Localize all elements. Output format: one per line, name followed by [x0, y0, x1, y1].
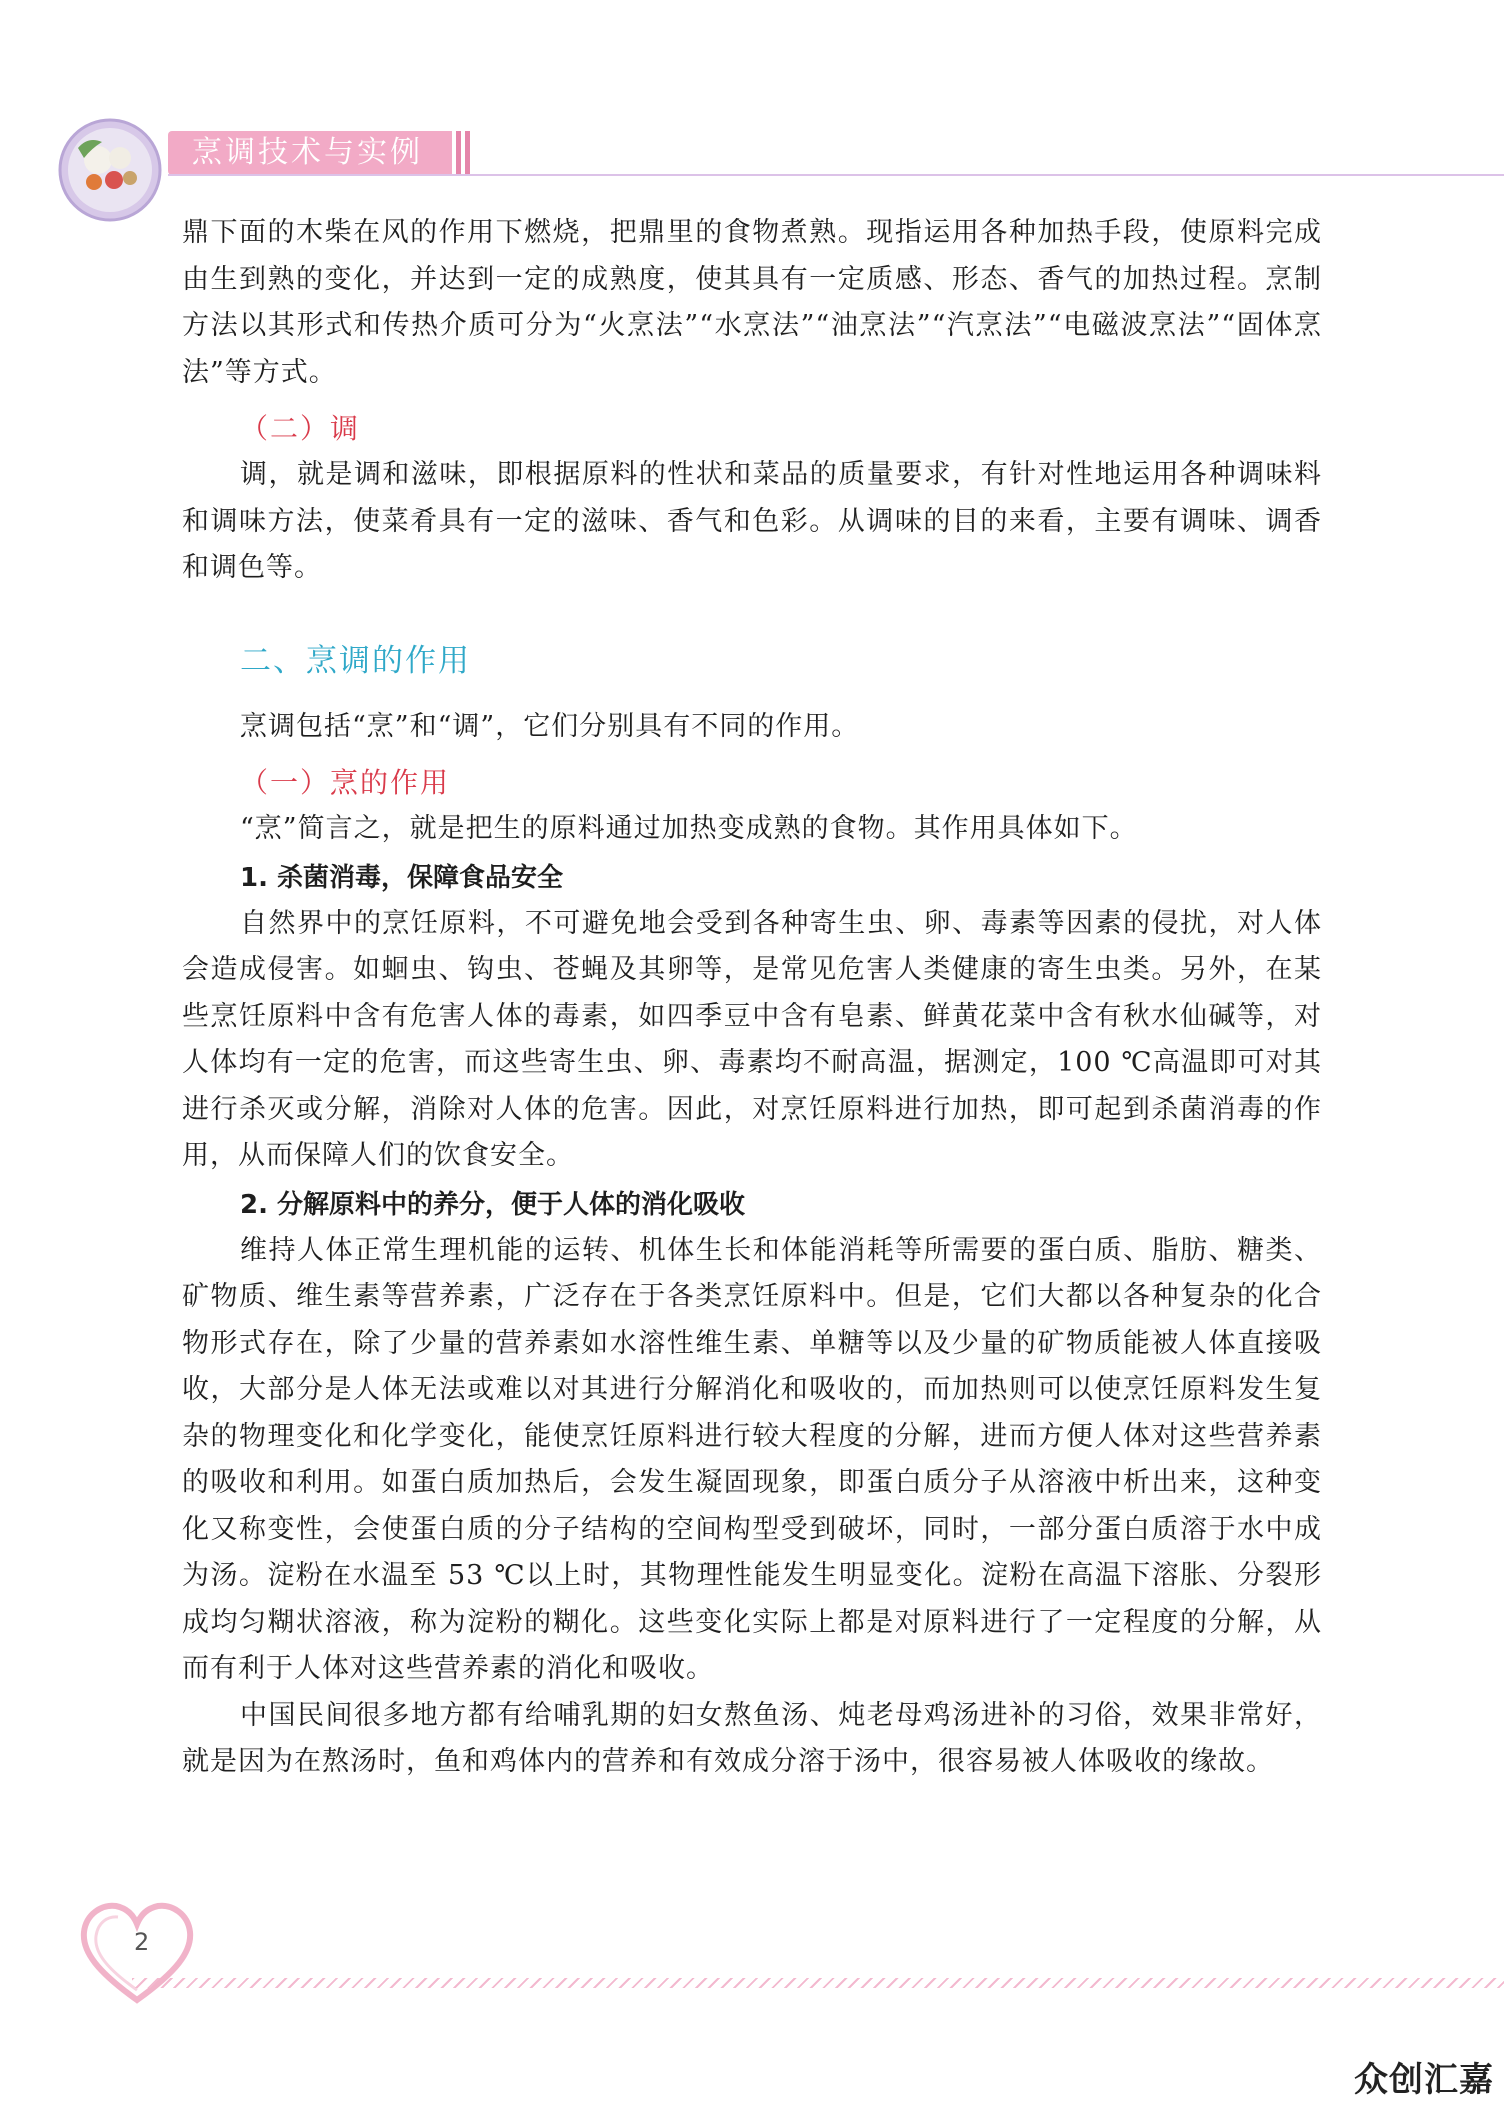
paragraph-cooking-definition: 鼎下面的木柴在风的作用下燃烧，把鼎里的食物煮熟。现指运用各种加热手段，使原料完成由生到熟的变化，并达到一定的成熟度，使其具有一定质感、形态、香气的加热过程。烹制方法以其形式和传热介质可分为“火烹法”“水烹法”“油烹法”“汽烹法”“电磁波烹法”“固体烹法”等方式。	[182, 217, 1322, 388]
item-2-heading: 2. 分解原料中的养分，便于人体的消化吸收	[240, 1189, 746, 1220]
subheading-tiao: （二）调	[240, 412, 361, 445]
page-number: 2	[134, 1928, 150, 1956]
item-2-example: 中国民间很多地方都有给哺乳期的妇女熬鱼汤、炖老母鸡汤进补的习俗，效果非常好，就是因为在熬汤时，鱼和鸡体内的营养和有效成分溶于汤中，很容易被人体吸收的缘故。	[182, 1699, 1322, 1777]
subheading-peng: （一）烹的作用	[240, 766, 451, 799]
header-rule	[168, 174, 1504, 176]
paragraph-tiao: 调，就是调和滋味，即根据原料的性状和菜品的质量要求，有针对性地运用各种调味料和调味方法，使菜肴具有一定的滋味、香气和色彩。从调味的目的来看，主要有调味、调香和调色等。	[182, 459, 1322, 583]
food-plate-icon	[58, 118, 162, 222]
paragraph-section-intro: 烹调包括“烹”和“调”，它们分别具有不同的作用。	[240, 710, 860, 742]
item-1-heading: 1. 杀菌消毒，保障食品安全	[240, 862, 564, 893]
watermark: 众创汇嘉	[1354, 2060, 1494, 2100]
section-heading: 二、烹调的作用	[240, 642, 471, 679]
paragraph-peng-intro: “烹”简言之，就是把生的原料通过加热变成熟的食物。其作用具体如下。	[240, 813, 1138, 844]
item-2-text: 维持人体正常生理机能的运转、机体生长和体能消耗等所需要的蛋白质、脂肪、糖类、矿物质、维生素等营养素，广泛存在于各类烹饪原料中。但是，它们大都以各种复杂的化合物形式存在，除了少量的营养素如水溶性维生素、单糖等以及少量的矿物质能被人体直接吸收，大部分是人体无法或难以对其进行分解消化和吸收的，而加热则可以使烹饪原料发生复杂的物理变化和化学变化，能使烹饪原料进行较大程度的分解，进而方便人体对这些营养素的吸收和利用。如蛋白质加热后，会发生凝固现象，即蛋白质分子从溶液中析出来，这种变化又称变性，会使蛋白质的分子结构的空间构型受到破坏，同时，一部分蛋白质溶于水中成为汤。淀粉在水温至 53 ℃以上时，其物理性能发生明显变化。淀粉在高温下溶胀、分裂形成均匀糊状溶液，称为淀粉的糊化。这些变化实际上都是对原料进行了一定程度的分解，从而有利于人体对这些营养素的消化和吸收。	[182, 1234, 1322, 1684]
item-1-text: 自然界中的烹饪原料，不可避免地会受到各种寄生虫、卵、毒素等因素的侵扰，对人体会造成侵害。如蛔虫、钩虫、苍蝇及其卵等，是常见危害人类健康的寄生虫类。另外，在某些烹饪原料中含有危害人体的毒素，如四季豆中含有皂素、鲜黄花菜中含有秋水仙碱等，对人体均有一定的危害，而这些寄生虫、卵、毒素均不耐高温，据测定，100 ℃高温即可对其进行杀灭或分解，消除对人体的危害。因此，对烹饪原料进行加热，即可起到杀菌消毒的作用，从而保障人们的饮食安全。	[182, 907, 1322, 1171]
header-divider-stripe	[456, 131, 461, 175]
page-content	[182, 210, 1322, 1786]
book-title: 烹调技术与实例	[168, 131, 452, 175]
footer-decoration	[132, 1978, 1504, 1988]
header-divider-stripe	[465, 131, 470, 175]
